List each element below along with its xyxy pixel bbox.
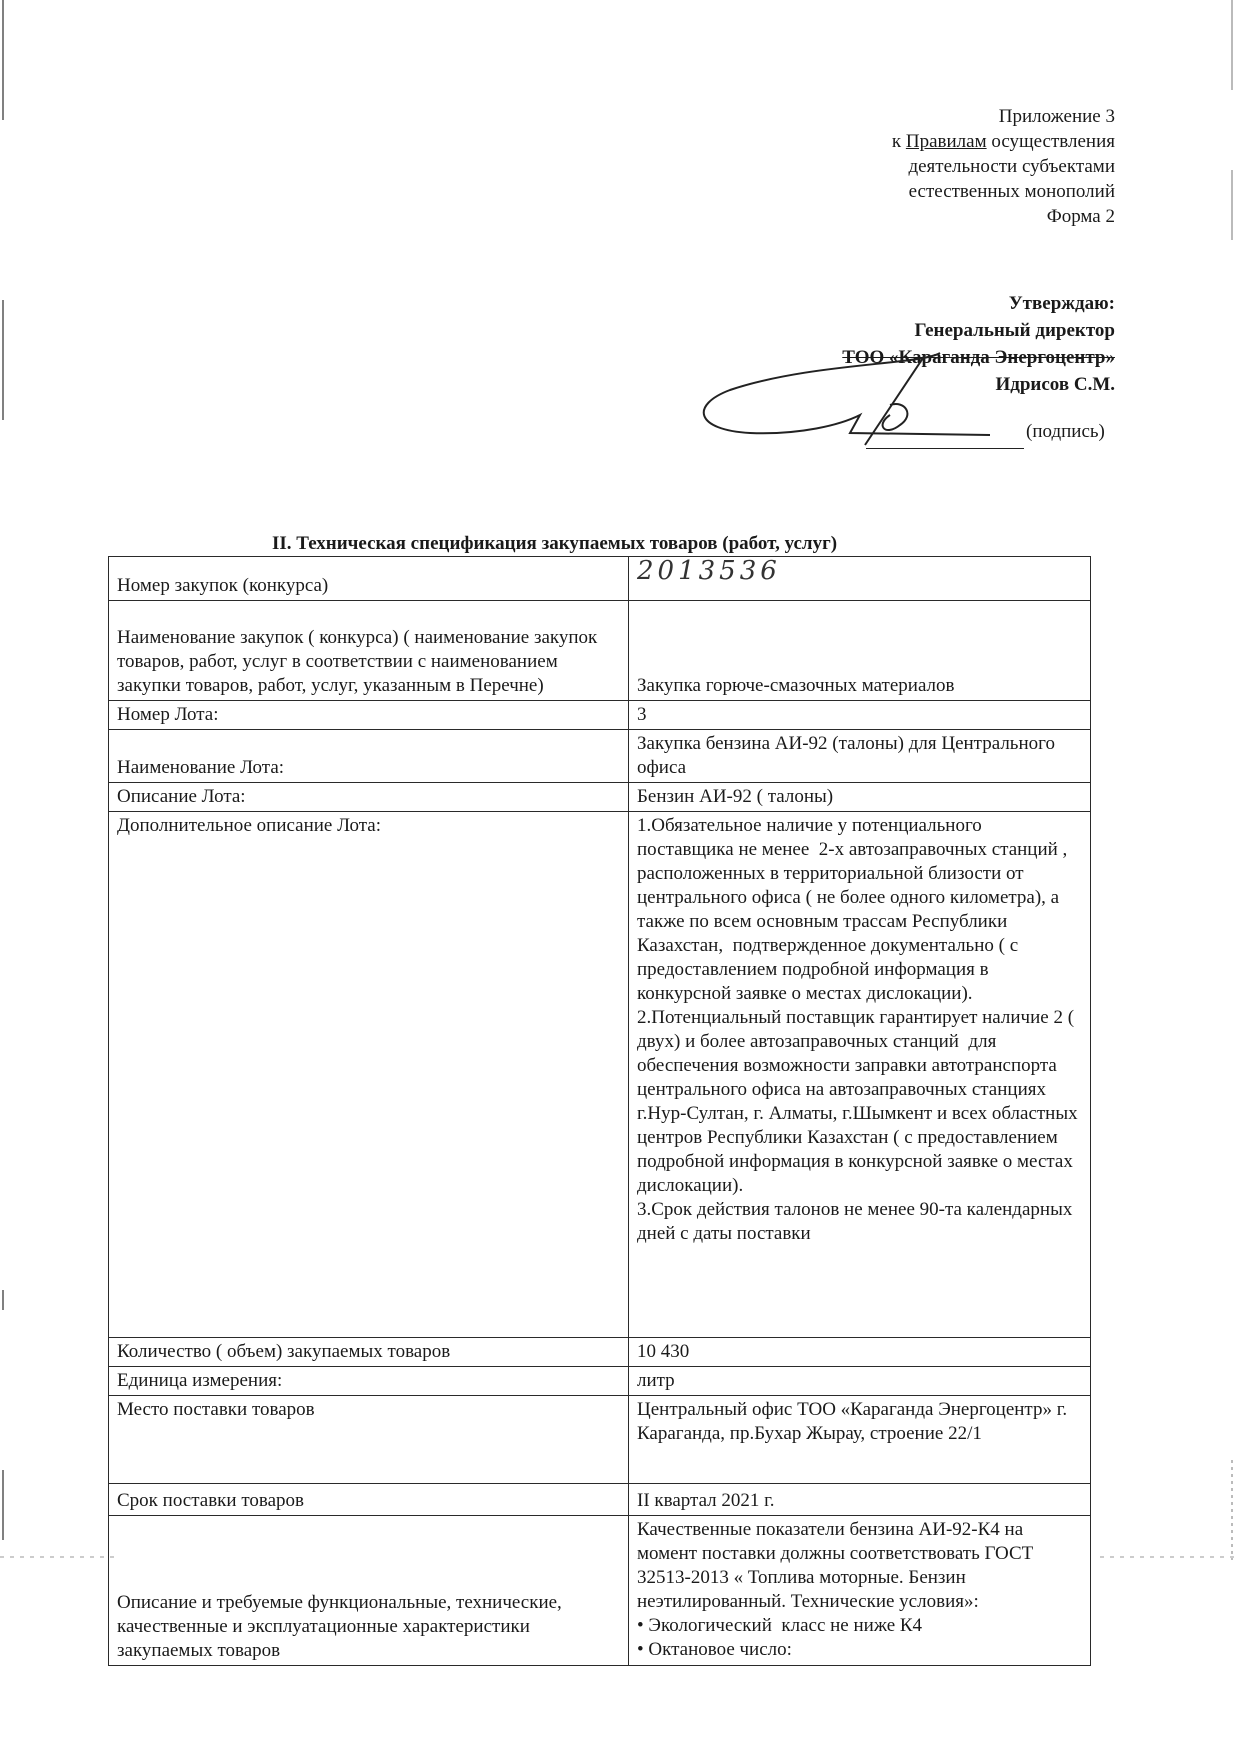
specification-table — [108, 556, 1091, 1666]
row-value: литр — [629, 1367, 1091, 1396]
appendix-line-3: деятельности субъектами — [908, 156, 1115, 177]
table-row — [109, 601, 1091, 701]
table-row — [109, 701, 1091, 730]
table-row — [109, 1338, 1091, 1367]
table-row — [109, 557, 1091, 601]
row-value: II квартал 2021 г. — [629, 1484, 1091, 1516]
row-label: Наименование Лота: — [109, 730, 629, 783]
row-value: Закупка бензина АИ-92 (талоны) для Центрального офиса — [629, 730, 1091, 783]
form-number: Форма 2 — [1046, 206, 1115, 227]
approve-label: Утверждаю: — [1008, 293, 1115, 314]
row-value: Закупка горюче-смазочных материалов — [629, 601, 1091, 701]
row-value: Качественные показатели бензина АИ-92-К4 на момент поставки должны соответствовать ГОСТ 32513-2013 « Топлива моторные. Бензин неэтилированный. Технические условия»: • Экологический класс не ниже К4 • Октановое число: — [629, 1516, 1091, 1666]
handwritten-signature — [690, 345, 1010, 455]
row-value: Бензин АИ-92 ( талоны) — [629, 783, 1091, 812]
appendix-header — [892, 104, 1115, 229]
row-label: Дополнительное описание Лота: — [109, 812, 629, 1338]
row-label: Единица измерения: — [109, 1367, 629, 1396]
table-row — [109, 812, 1091, 1338]
approver-position: Генеральный директор — [914, 320, 1115, 341]
row-value: 10 430 — [629, 1338, 1091, 1367]
table-row — [109, 1516, 1091, 1666]
row-label: Описание Лота: — [109, 783, 629, 812]
table-row — [109, 1396, 1091, 1484]
signature-label: (подпись) — [1026, 421, 1105, 442]
row-label: Наименование закупок ( конкурса) ( наименование закупок товаров, работ, услуг в соответствии с наименованием закупки товаров, работ, услуг, указанным в Перечне) — [109, 601, 629, 701]
row-value: 1.Обязательное наличие у потенциального поставщика не менее 2-х автозаправочных станций , расположенных в территориальной близости от центрального офиса ( не более одного километра), а также по всем основным трассам Республики Казахстан, подтвержденное документально ( с предоставлением подробной информация в конкурсной заявке о местах дислокации). 2.Потенциальный поставщик гарантирует наличие 2 ( двух) и более автозаправочных станций для обеспечения возможности заправки автотранспорта центрального офиса на автозаправочных станциях г.Нур-Султан, г. Алматы, г.Шымкент и всех областных центров Республики Казахстан ( с предоставлением подробной информация в конкурсной заявке о местах дислокации). 3.Срок действия талонов не менее 90-та календарных дней с даты поставки — [629, 812, 1091, 1338]
table-row — [109, 1367, 1091, 1396]
row-label: Номер закупок (конкурса) — [109, 557, 629, 601]
row-value: 3 — [629, 701, 1091, 730]
row-label: Описание и требуемые функциональные, технические, качественные и эксплуатационные характеристики закупаемых товаров — [109, 1516, 629, 1666]
rules-reference: к Правилам осуществления — [891, 131, 1115, 152]
document-title: II. Техническая спецификация закупаемых товаров (работ, услуг) — [272, 533, 838, 554]
approver-company: ТОО «Караганда Энергоцентр» — [842, 347, 1115, 368]
signature-line — [866, 448, 1024, 449]
table-row — [109, 783, 1091, 812]
table-row — [109, 730, 1091, 783]
purchase-number-handwritten: 2013536 — [637, 556, 781, 586]
row-label: Срок поставки товаров — [109, 1484, 629, 1516]
row-label: Номер Лота: — [109, 701, 629, 730]
approver-name: Идрисов С.М. — [995, 374, 1115, 395]
row-label: Количество ( объем) закупаемых товаров — [109, 1338, 629, 1367]
row-value: Центральный офис ТОО «Караганда Энергоцентр» г. Караганда, пр.Бухар Жырау, строение 22/1 — [629, 1396, 1091, 1484]
rules-link[interactable]: Правилам — [905, 131, 987, 152]
appendix-number: Приложение 3 — [998, 106, 1115, 127]
row-label: Место поставки товаров — [109, 1396, 629, 1484]
row-value — [629, 557, 1091, 601]
appendix-line-4: естественных монополий — [908, 181, 1115, 202]
table-row — [109, 1484, 1091, 1516]
